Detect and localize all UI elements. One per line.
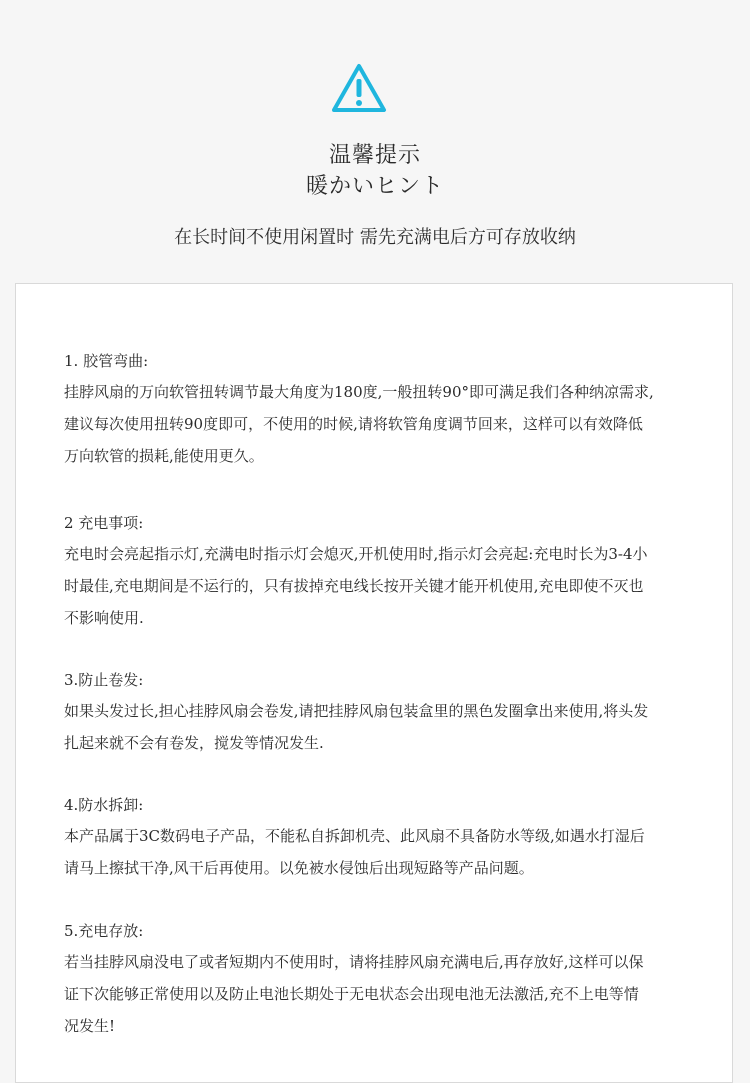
section-heading: 4.防水拆卸: [64, 796, 144, 814]
section-hair-tangle [64, 665, 714, 759]
title-japanese: 暖かいヒント [305, 174, 444, 199]
section-line: 如果头发过长,担心挂脖风扇会卷发,请把挂脖风扇包装盒里的黑色发圈拿出来使用,将头发 [64, 702, 649, 720]
section-line: 时最佳,充电期间是不运行的，只有拔掉充电线长按开关键才能开机使用,充电即使不灭也 [64, 577, 644, 595]
section-line: 若当挂脖风扇没电了或者短期内不使用时，请将挂脖风扇充满电后,再存放好,这样可以保 [64, 953, 644, 971]
section-line: 扎起来就不会有卷发，搅发等情况发生. [64, 734, 324, 752]
section-hose-bending [64, 346, 714, 472]
subtitle: 在长时间不使用闲置时 需先充满电后方可存放收纳 [174, 227, 576, 248]
section-line: 不影响使用. [64, 609, 144, 627]
section-storage [64, 916, 714, 1042]
section-line: 本产品属于3C数码电子产品，不能私自拆卸机壳、此风扇不具备防水等级,如遇水打湿后 [64, 827, 645, 845]
section-heading: 1. 胶管弯曲: [64, 352, 149, 370]
title-chinese: 温馨提示 [328, 143, 421, 168]
section-heading: 3.防止卷发: [64, 671, 144, 689]
section-line: 况发生! [64, 1017, 116, 1035]
section-heading: 2 充电事项: [64, 514, 144, 532]
section-heading: 5.充电存放: [64, 922, 144, 940]
section-line: 证下次能够正常使用以及防止电池长期处于无电状态会出现电池无法激活,充不上电等情 [64, 985, 639, 1003]
section-charging [64, 508, 714, 634]
warning-triangle-icon [330, 62, 388, 114]
tips-card [15, 283, 733, 1083]
section-line: 充电时会亮起指示灯,充满电时指示灯会熄灭,开机使用时,指示灯会亮起:充电时长为3-4小 [64, 545, 648, 563]
section-waterproof [64, 790, 714, 884]
section-line: 万向软管的损耗,能使用更久。 [64, 447, 264, 465]
section-line: 请马上擦拭干净,风干后再使用。以免被水侵蚀后出现短路等产品问题。 [64, 859, 534, 877]
section-line: 挂脖风扇的万向软管扭转调节最大角度为180度,一般扭转90°即可满足我们各种纳凉需求, [64, 383, 654, 401]
section-line: 建议每次使用扭转90度即可，不使用的时候,请将软管角度调节回来，这样可以有效降低 [64, 415, 643, 433]
